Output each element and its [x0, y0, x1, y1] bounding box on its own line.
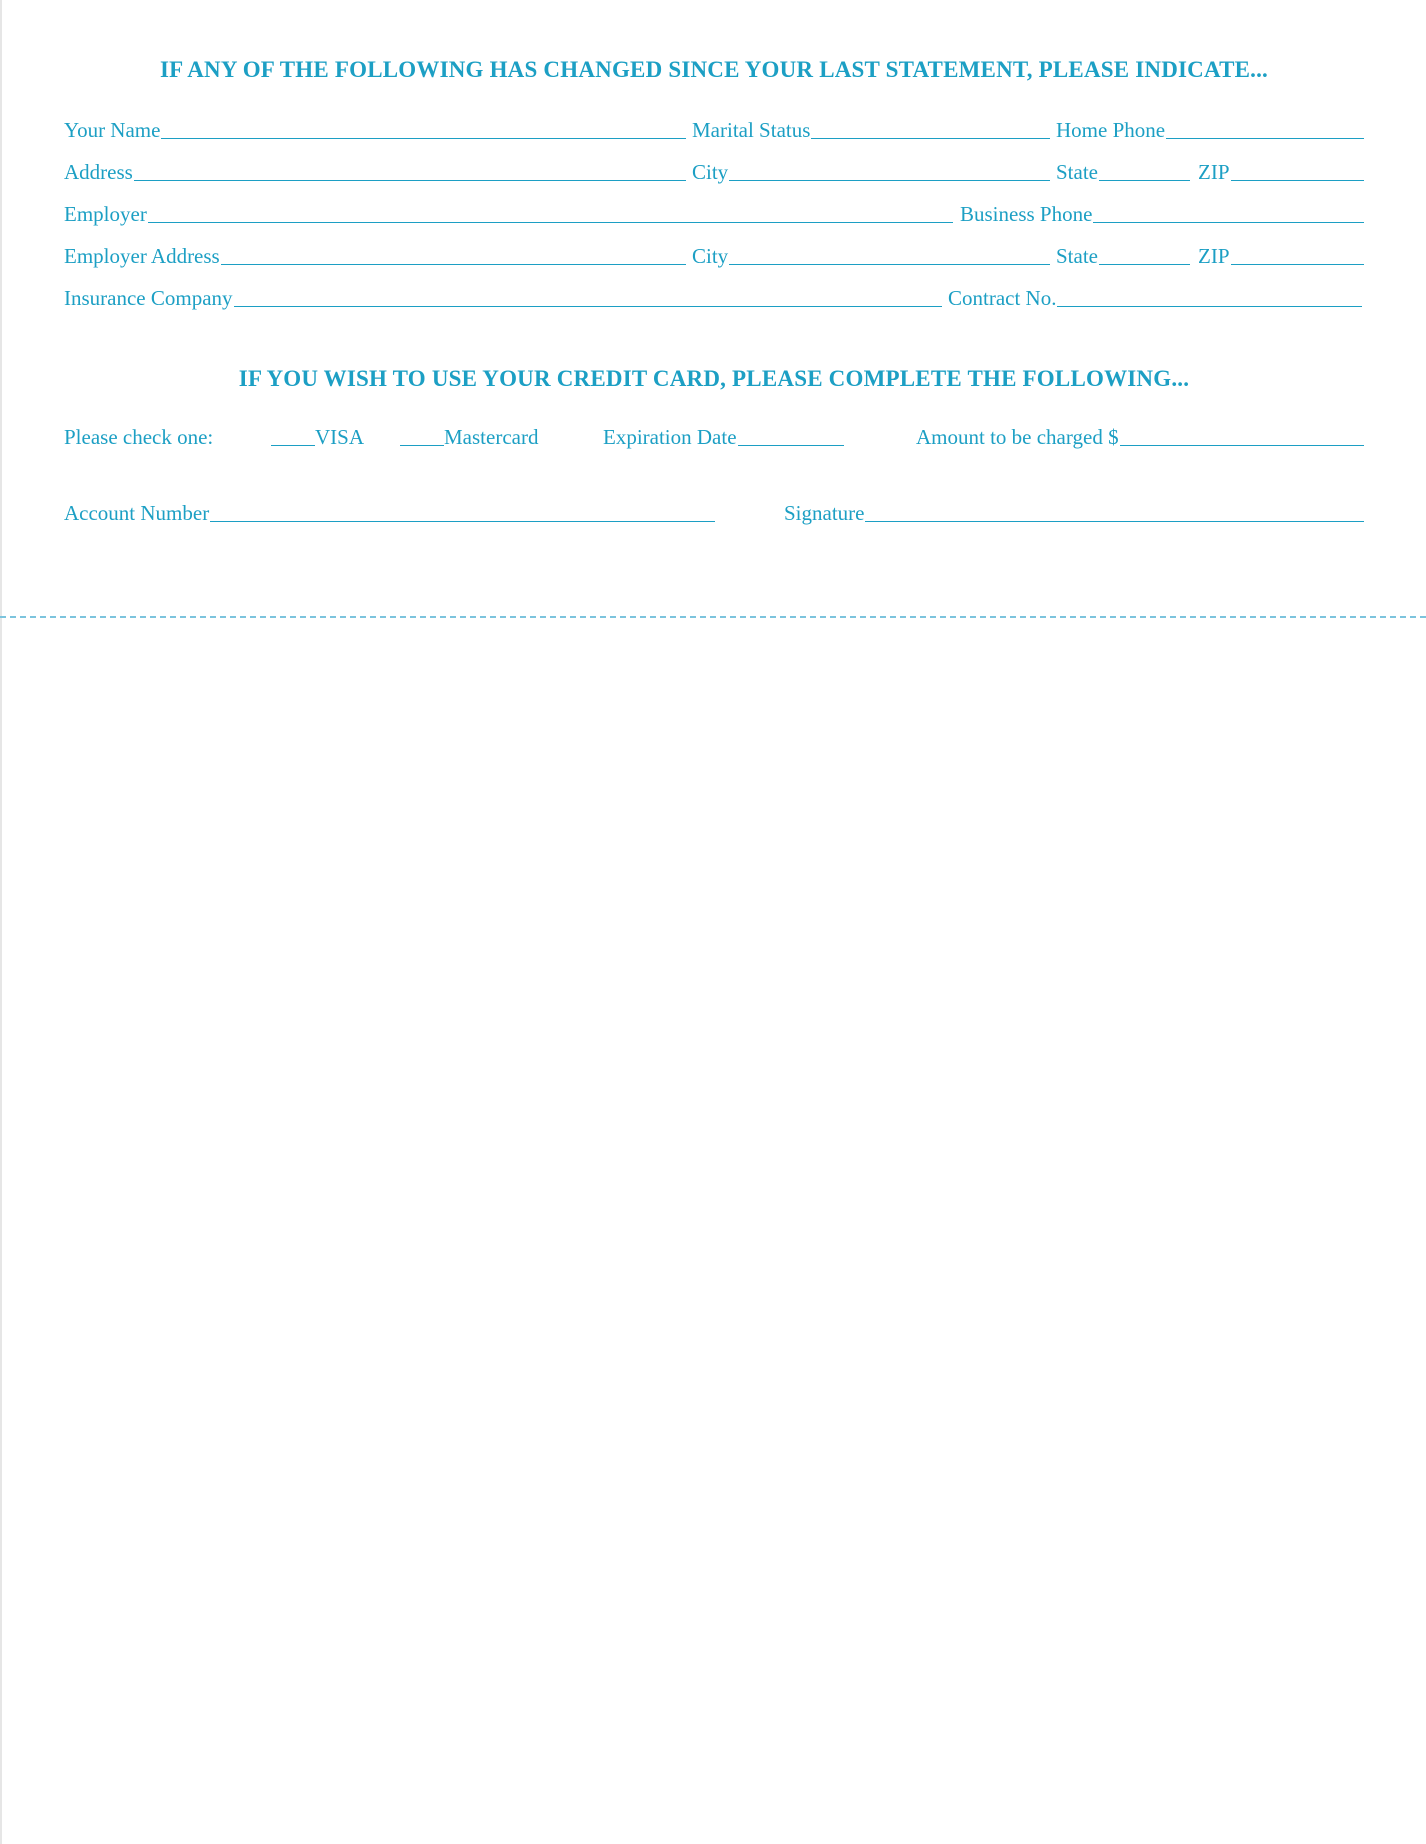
city-line[interactable]	[729, 180, 1050, 181]
employer-city-label: City	[692, 244, 729, 268]
amount-charged-field[interactable]	[916, 420, 1364, 450]
row-account-signature	[64, 496, 1364, 526]
visa-check-blank[interactable]	[271, 445, 315, 446]
page-edge-rule	[0, 0, 2, 1844]
amount-charged-label: Amount to be charged $	[916, 425, 1119, 449]
marital-status-field[interactable]	[692, 113, 1050, 143]
expiration-date-line[interactable]	[738, 445, 844, 446]
signature-label: Signature	[784, 501, 865, 525]
address-line[interactable]	[134, 180, 686, 181]
perforation-cut-line	[0, 616, 1426, 618]
city-label: City	[692, 160, 729, 184]
row-card-type	[64, 420, 1364, 450]
employer-line[interactable]	[148, 222, 953, 223]
signature-line[interactable]	[865, 521, 1364, 522]
row-insurance	[64, 281, 1364, 311]
employer-field[interactable]	[64, 197, 953, 227]
address-label: Address	[64, 160, 133, 184]
insurance-company-line[interactable]	[234, 306, 942, 307]
insurance-company-label: Insurance Company	[64, 286, 233, 310]
your-name-label: Your Name	[64, 118, 161, 142]
employer-state-label: State	[1056, 244, 1098, 268]
changes-heading: IF ANY OF THE FOLLOWING HAS CHANGED SINCE YOUR LAST STATEMENT, PLEASE INDICATE...	[159, 57, 1269, 82]
employer-address-label: Employer Address	[64, 244, 220, 268]
check-one-field	[64, 420, 264, 450]
row-employer-address	[64, 239, 1364, 269]
account-number-field[interactable]	[64, 496, 715, 526]
marital-status-label: Marital Status	[692, 118, 811, 142]
credit-card-heading: IF YOU WISH TO USE YOUR CREDIT CARD, PLEASE COMPLETE THE FOLLOWING...	[238, 366, 1190, 391]
account-number-label: Account Number	[64, 501, 210, 525]
contract-no-field[interactable]	[948, 281, 1362, 311]
visa-label: VISA	[315, 425, 365, 449]
zip-label: ZIP	[1198, 160, 1230, 184]
employer-zip-line[interactable]	[1231, 264, 1365, 265]
row-address	[64, 155, 1364, 185]
signature-field[interactable]	[784, 496, 1364, 526]
zip-field[interactable]	[1198, 155, 1364, 185]
amount-charged-line[interactable]	[1120, 445, 1364, 446]
employer-address-line[interactable]	[221, 264, 686, 265]
employer-state-line[interactable]	[1099, 264, 1190, 265]
state-line[interactable]	[1099, 180, 1190, 181]
zip-line[interactable]	[1231, 180, 1365, 181]
home-phone-field[interactable]	[1056, 113, 1364, 143]
row-employer	[64, 197, 1364, 227]
home-phone-line[interactable]	[1166, 138, 1364, 139]
expiration-date-field[interactable]	[603, 420, 844, 450]
expiration-date-label: Expiration Date	[603, 425, 737, 449]
address-field[interactable]	[64, 155, 686, 185]
employer-state-field[interactable]	[1056, 239, 1190, 269]
state-field[interactable]	[1056, 155, 1190, 185]
employer-city-field[interactable]	[692, 239, 1050, 269]
visa-option[interactable]	[271, 420, 391, 450]
contract-no-label: Contract No.	[948, 286, 1057, 310]
your-name-field[interactable]	[64, 113, 686, 143]
mastercard-option[interactable]	[400, 420, 560, 450]
employer-zip-field[interactable]	[1198, 239, 1364, 269]
contract-no-line[interactable]	[1057, 306, 1362, 307]
insurance-company-field[interactable]	[64, 281, 942, 311]
home-phone-label: Home Phone	[1056, 118, 1166, 142]
employer-zip-label: ZIP	[1198, 244, 1230, 268]
business-phone-label: Business Phone	[960, 202, 1093, 226]
business-phone-line[interactable]	[1093, 222, 1364, 223]
mastercard-label: Mastercard	[444, 425, 539, 449]
city-field[interactable]	[692, 155, 1050, 185]
business-phone-field[interactable]	[960, 197, 1364, 227]
account-number-line[interactable]	[210, 521, 715, 522]
check-one-label: Please check one:	[64, 425, 214, 449]
row-name-marital-phone	[64, 113, 1364, 143]
mastercard-check-blank[interactable]	[400, 445, 444, 446]
state-label: State	[1056, 160, 1098, 184]
marital-status-line[interactable]	[811, 138, 1050, 139]
employer-city-line[interactable]	[729, 264, 1050, 265]
employer-address-field[interactable]	[64, 239, 686, 269]
your-name-line[interactable]	[161, 138, 686, 139]
employer-label: Employer	[64, 202, 147, 226]
